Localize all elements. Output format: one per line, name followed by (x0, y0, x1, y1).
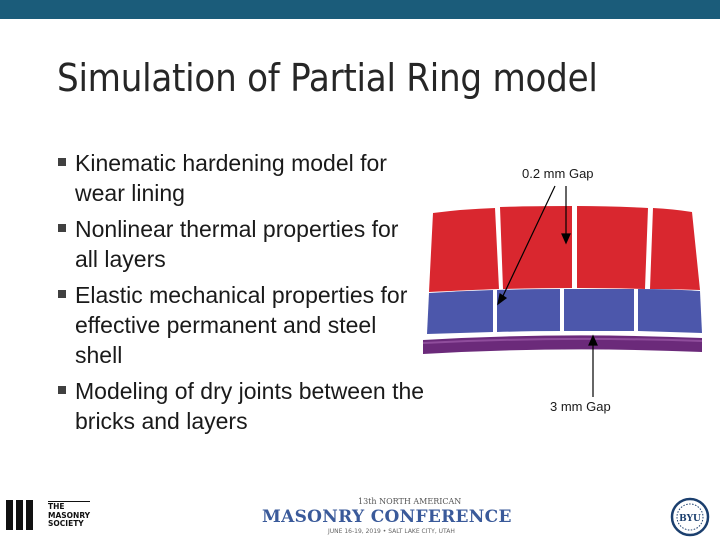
conference-dates: JUNE 16-19, 2019 • SALT LAKE CITY, UTAH (328, 528, 455, 535)
conference-name: MASONRY CONFERENCE (262, 507, 512, 527)
bullet-text: Modeling of dry joints between the bricks and layers (75, 378, 425, 434)
seal-text: BYU (679, 514, 701, 524)
slide-title: Simulation of Partial Ring model (57, 56, 598, 100)
logo-text-line: MASONRY (48, 510, 91, 520)
masonry-society-logo (6, 497, 101, 535)
gap-label-top: 0.2 mm Gap (522, 166, 594, 181)
logo-bars-icon (6, 500, 36, 535)
logo-text-line: SOCIETY (48, 519, 84, 528)
bullet-text: Elastic mechanical properties for effective permanent and steel shell (75, 282, 408, 368)
conference-logo (258, 497, 512, 539)
gap-label-bottom: 3 mm Gap (550, 399, 611, 414)
bullet-text: Nonlinear thermal properties for all layers (75, 216, 399, 272)
wear-lining-bricks (429, 206, 700, 292)
byu-seal-icon (668, 497, 712, 537)
permanent-lining-bricks (427, 289, 702, 334)
bullet-text: Kinematic hardening model for wear lining (75, 150, 387, 206)
conference-edition: 13th NORTH AMERICAN (358, 497, 462, 506)
logo-text-line: THE (48, 502, 65, 511)
